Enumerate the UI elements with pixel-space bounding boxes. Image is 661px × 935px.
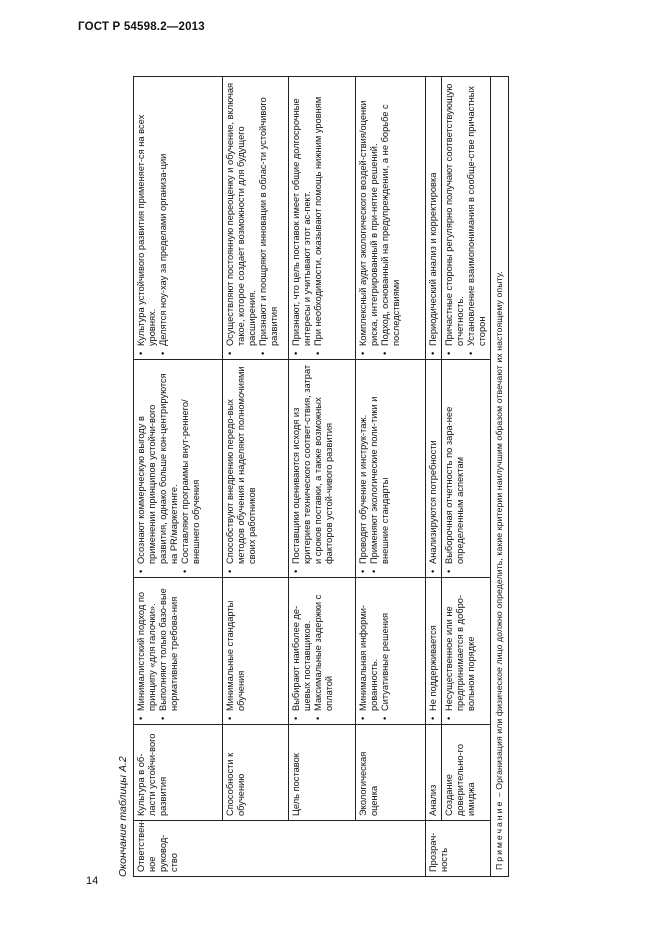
list-item: • Минимальные стандарты обучения bbox=[225, 582, 247, 720]
list-item: • Периодический анализ и корректировка bbox=[428, 81, 439, 355]
level2-cell bbox=[289, 360, 356, 578]
list-item: • Причастные стороны регулярно получают соответствующую отчетность. bbox=[444, 81, 466, 355]
list-item: • Комплексный аудит экологического воздей-ствия/оценки риска, интегрированный в при-нятие решений. bbox=[358, 81, 380, 355]
aspect-cell: Анализ bbox=[426, 725, 442, 821]
list-item: • Проводят обучение и инструк-таж. bbox=[358, 364, 369, 573]
table-row bbox=[289, 77, 356, 877]
table-row bbox=[134, 77, 223, 877]
list-item: • Несущественное или не предпринимается в добро-вольном порядке bbox=[444, 582, 477, 720]
table-row bbox=[356, 77, 426, 877]
list-item: • Подход, основанный на предупреждении, а не борьбе с последствиями bbox=[380, 81, 402, 355]
group-cell: Прозрач-ность bbox=[426, 821, 491, 877]
list-item: • Способствуют внедрению передо-вых методов обучения и наделяют полномочиями своих работников bbox=[225, 364, 258, 573]
aspect-cell: Цель поставок bbox=[289, 725, 356, 821]
list-item: • Поставщики оцениваются исходя из критериев технического соответ-ствия, затрат и сроков поставки, а также возможных факторов устой-чивого развития bbox=[291, 364, 335, 573]
level1-cell bbox=[356, 578, 426, 725]
level3-cell bbox=[356, 77, 426, 360]
list-item: • Не поддерживается bbox=[428, 582, 439, 720]
list-item: • Установление взаимопонимания в сообще-стве причастных сторон bbox=[466, 81, 488, 355]
level1-cell bbox=[426, 578, 442, 725]
list-item: • Минимальная информи-рованность. bbox=[358, 582, 380, 720]
list-item: • Выполняют только базо-вые нормативные требова-ния bbox=[158, 582, 180, 720]
level2-cell bbox=[223, 360, 289, 578]
level3-cell bbox=[289, 77, 356, 360]
list-item: • Осуществляют постоянную переоценку и обучение, включая такое, которое создает возможности для будущего расширения. bbox=[225, 81, 258, 355]
list-item: • Культура устойчивого развития применяет-ся на всех уровнях. bbox=[136, 81, 158, 355]
aspect-cell: Экологическая оценка bbox=[356, 725, 426, 821]
level1-cell bbox=[289, 578, 356, 725]
aspect-cell: Создание доверительно-го имиджа bbox=[442, 725, 491, 821]
document-header: ГОСТ Р 54598.2—2013 bbox=[78, 21, 205, 33]
level3-cell bbox=[134, 77, 223, 360]
level1-cell bbox=[223, 578, 289, 725]
level2-cell bbox=[356, 360, 426, 578]
list-item: • Признают, что цель поставок имеет общие долгосрочные интересы и учитывают этот ас-пект. bbox=[291, 81, 313, 355]
list-item: • Анализируются потребности bbox=[428, 364, 439, 573]
list-item: • Максимальные задержки с оплатой bbox=[313, 582, 335, 720]
level2-cell bbox=[442, 360, 491, 578]
list-item: • Выбирают наиболее де-шевых поставщиков. bbox=[291, 582, 313, 720]
list-item: • При необходимости, оказывают помощь нижним уровням bbox=[313, 81, 324, 355]
level3-cell bbox=[223, 77, 289, 360]
level3-cell bbox=[426, 77, 442, 360]
level3-cell bbox=[442, 77, 491, 360]
aspect-cell: Способности к обучению bbox=[223, 725, 289, 821]
level2-cell bbox=[134, 360, 223, 578]
list-item: • Делятся ноу-хау за пределами организа-ции bbox=[158, 81, 169, 355]
table-caption: Окончание таблицы А.2 bbox=[117, 756, 129, 877]
table-row bbox=[442, 77, 491, 877]
table-row bbox=[223, 77, 289, 877]
level1-cell bbox=[442, 578, 491, 725]
rotated-table-block bbox=[117, 77, 504, 877]
level1-cell bbox=[134, 578, 223, 725]
aspect-cell: Культура в об-ласти устойчи-вого развития bbox=[134, 725, 223, 821]
table-row bbox=[426, 77, 442, 877]
table-note bbox=[491, 77, 509, 877]
group-cell: Ответствен-ное руковод-ство bbox=[134, 821, 426, 877]
note-label: Примечание bbox=[494, 799, 504, 870]
list-item: • Признают и поощряют инновации в облас-ти устойчивого развития bbox=[258, 81, 280, 355]
level2-cell bbox=[426, 360, 442, 578]
list-item: • Выборочная отчетность по зара-нее определенным аспектам bbox=[444, 364, 466, 573]
list-item: • Составляют программы внут-реннего/внешнего обучения bbox=[180, 364, 202, 573]
list-item: • Ситуативные решения bbox=[380, 582, 391, 720]
list-item: • Минималистский подход по принципу «для галочки». bbox=[136, 582, 158, 720]
note-text: – Организация или физическое лицо должно определить, какие критерии наилучшим образом отвечают их настоящему опыту. bbox=[494, 271, 504, 800]
list-item: • Осознают коммерческую выгоду в применении принципов устойчи-вого развития, однако больше кон-центрируются на PR/маркетинге. bbox=[136, 364, 180, 573]
table-row bbox=[491, 77, 509, 877]
list-item: • Применяют экологические поли-тики и внешние стандарты bbox=[369, 364, 391, 573]
maturity-table bbox=[133, 76, 509, 877]
page-number: 14 bbox=[86, 875, 99, 887]
